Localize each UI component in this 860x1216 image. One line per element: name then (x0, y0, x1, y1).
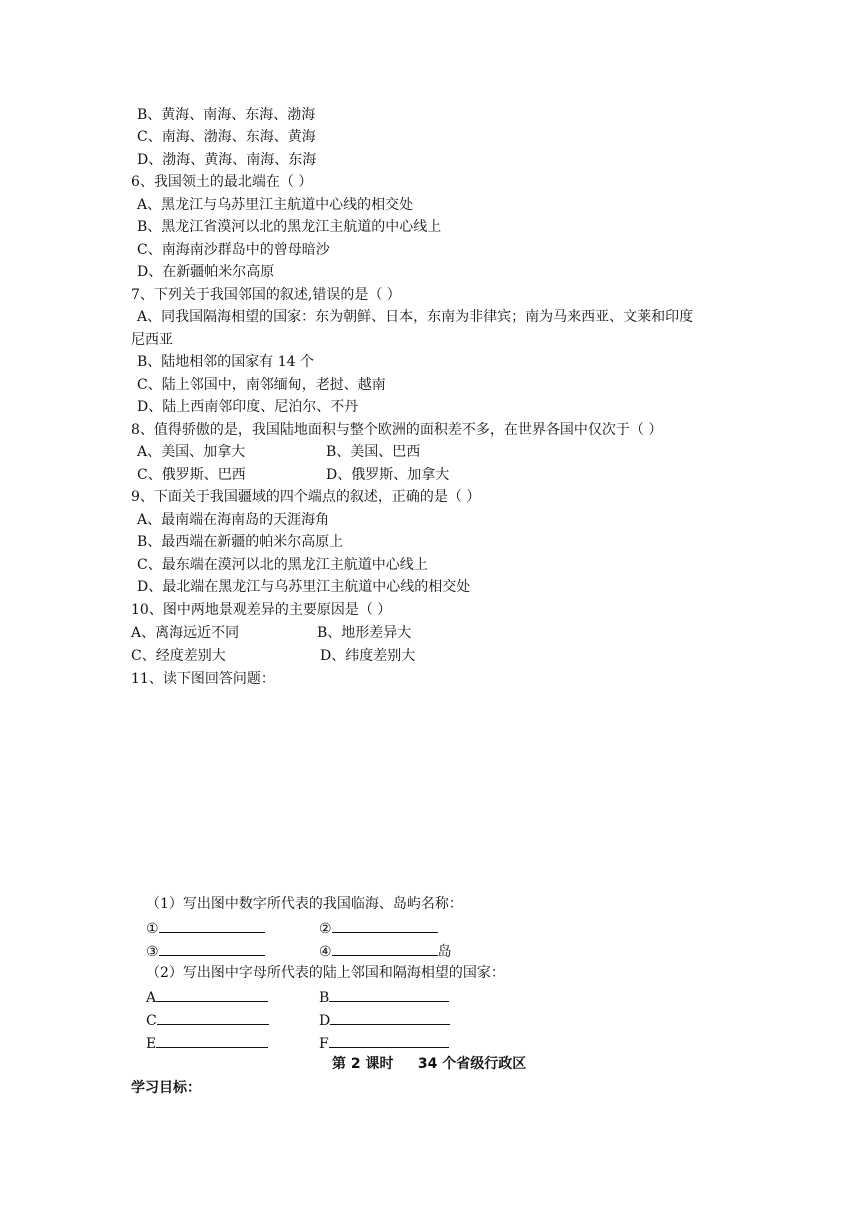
q10-option-d: D、纬度差别大 (320, 648, 416, 664)
q7-option-a-line2: 尼西亚 (131, 332, 173, 348)
q11-blank-1-line[interactable] (159, 918, 265, 933)
q8-option-b: B、美国、巴西 (326, 444, 421, 460)
q10-option-b: B、地形差异大 (317, 625, 412, 641)
q11-part1-prompt: （1）写出图中数字所代表的我国临海、岛屿名称： (146, 896, 463, 912)
q9-option-c: C、最东端在漠河以北的黑龙江主航道中心线上 (137, 557, 428, 573)
q11-blank-d-line[interactable] (330, 1010, 450, 1025)
q11-blank-2-line[interactable] (332, 918, 438, 933)
q6-option-d: D、在新疆帕米尔高原 (137, 264, 275, 280)
q9-option-a: A、最南端在海南岛的天涯海角 (137, 512, 330, 528)
q7-stem: 7、下列关于我国邻国的叙述,错误的是（ ） (131, 287, 401, 303)
q11-blank-4-suffix: 岛 (437, 944, 452, 960)
q7-option-a-line1: A、同我国隔海相望的国家：东为朝鲜、日本，东南为非律宾；南为马来西亚、文莱和印度 (137, 309, 694, 325)
q8-option-c: C、俄罗斯、巴西 (137, 467, 246, 483)
q11-blank-d-label: D (319, 1013, 331, 1029)
q11-blank-f-label: F (319, 1036, 329, 1052)
q11-blank-e-line[interactable] (156, 1033, 268, 1048)
q11-stem: 11、读下图回答问题： (131, 671, 275, 687)
q6-option-a: A、黑龙江与乌苏里江主航道中心线的相交处 (137, 197, 414, 213)
q11-blank-b[interactable] (319, 987, 449, 1007)
map-figure-area (128, 700, 728, 880)
q11-blank-d[interactable] (319, 1010, 450, 1030)
q7-option-d: D、陆上西南邻印度、尼泊尔、不丹 (137, 399, 359, 415)
q10-stem: 10、图中两地景观差异的主要原因是（ ） (131, 602, 392, 618)
q11-blank-c-line[interactable] (157, 1010, 269, 1025)
q6-option-b: B、黑龙江省漠河以北的黑龙江主航道的中心线上 (137, 219, 442, 235)
q6-option-c: C、南海南沙群岛中的曾母暗沙 (137, 242, 330, 258)
q7-option-b: B、陆地相邻的国家有 14 个 (137, 354, 315, 370)
q11-blank-1[interactable] (146, 918, 265, 938)
q11-blank-e[interactable] (146, 1033, 268, 1053)
learning-goals-heading: 学习目标： (131, 1080, 201, 1096)
q11-blank-a[interactable] (146, 987, 268, 1007)
q11-blank-3-line[interactable] (159, 941, 265, 956)
q7-option-c: C、陆上邻国中，南邻缅甸，老挝、越南 (137, 377, 386, 393)
q11-blank-4[interactable] (319, 941, 452, 961)
q11-blank-e-label: E (146, 1036, 157, 1052)
q11-blank-a-line[interactable] (156, 987, 268, 1002)
q8-stem: 8、值得骄傲的是，我国陆地面积与整个欧洲的面积差不多，在世界各国中仅次于（ ） (131, 422, 663, 438)
q11-blank-b-line[interactable] (329, 987, 449, 1002)
q6-stem: 6、我国领土的最北端在（ ） (131, 174, 313, 190)
q11-blank-2[interactable] (319, 918, 438, 938)
q11-part2-prompt: （2）写出图中字母所代表的陆上邻国和隔海相望的国家： (146, 965, 505, 981)
q10-option-a: A、离海远近不同 (131, 625, 240, 641)
q11-blank-2-label: ② (319, 921, 332, 937)
q8-option-d: D、俄罗斯、加拿大 (326, 467, 450, 483)
q11-blank-f-line[interactable] (329, 1033, 449, 1048)
q10-option-c: C、经度差别大 (131, 648, 226, 664)
q11-blank-c[interactable] (146, 1010, 269, 1030)
q5-option-d: D、渤海、黄海、南海、东海 (137, 152, 317, 168)
q11-blank-4-label: ④ (319, 944, 332, 960)
q5-option-b: B、黄海、南海、东海、渤海 (137, 107, 316, 123)
q5-option-c: C、南海、渤海、东海、黄海 (137, 129, 316, 145)
q11-blank-f[interactable] (319, 1033, 449, 1053)
q11-blank-3-label: ③ (146, 944, 159, 960)
section-title: 第 2 课时 34 个省级行政区 (332, 1056, 527, 1072)
q11-blank-3[interactable] (146, 941, 265, 961)
q11-blank-4-line[interactable] (332, 941, 438, 956)
q9-stem: 9、下面关于我国疆域的四个端点的叙述，正确的是（ ） (131, 489, 481, 505)
q9-option-b: B、最西端在新疆的帕米尔高原上 (137, 534, 344, 550)
q11-blank-1-label: ① (146, 921, 159, 937)
q8-option-a: A、美国、加拿大 (137, 444, 246, 460)
q11-blank-b-label: B (319, 990, 330, 1006)
q11-blank-a-label: A (146, 990, 157, 1006)
q11-blank-c-label: C (146, 1013, 157, 1029)
q9-option-d: D、最北端在黑龙江与乌苏里江主航道中心线的相交处 (137, 579, 471, 595)
